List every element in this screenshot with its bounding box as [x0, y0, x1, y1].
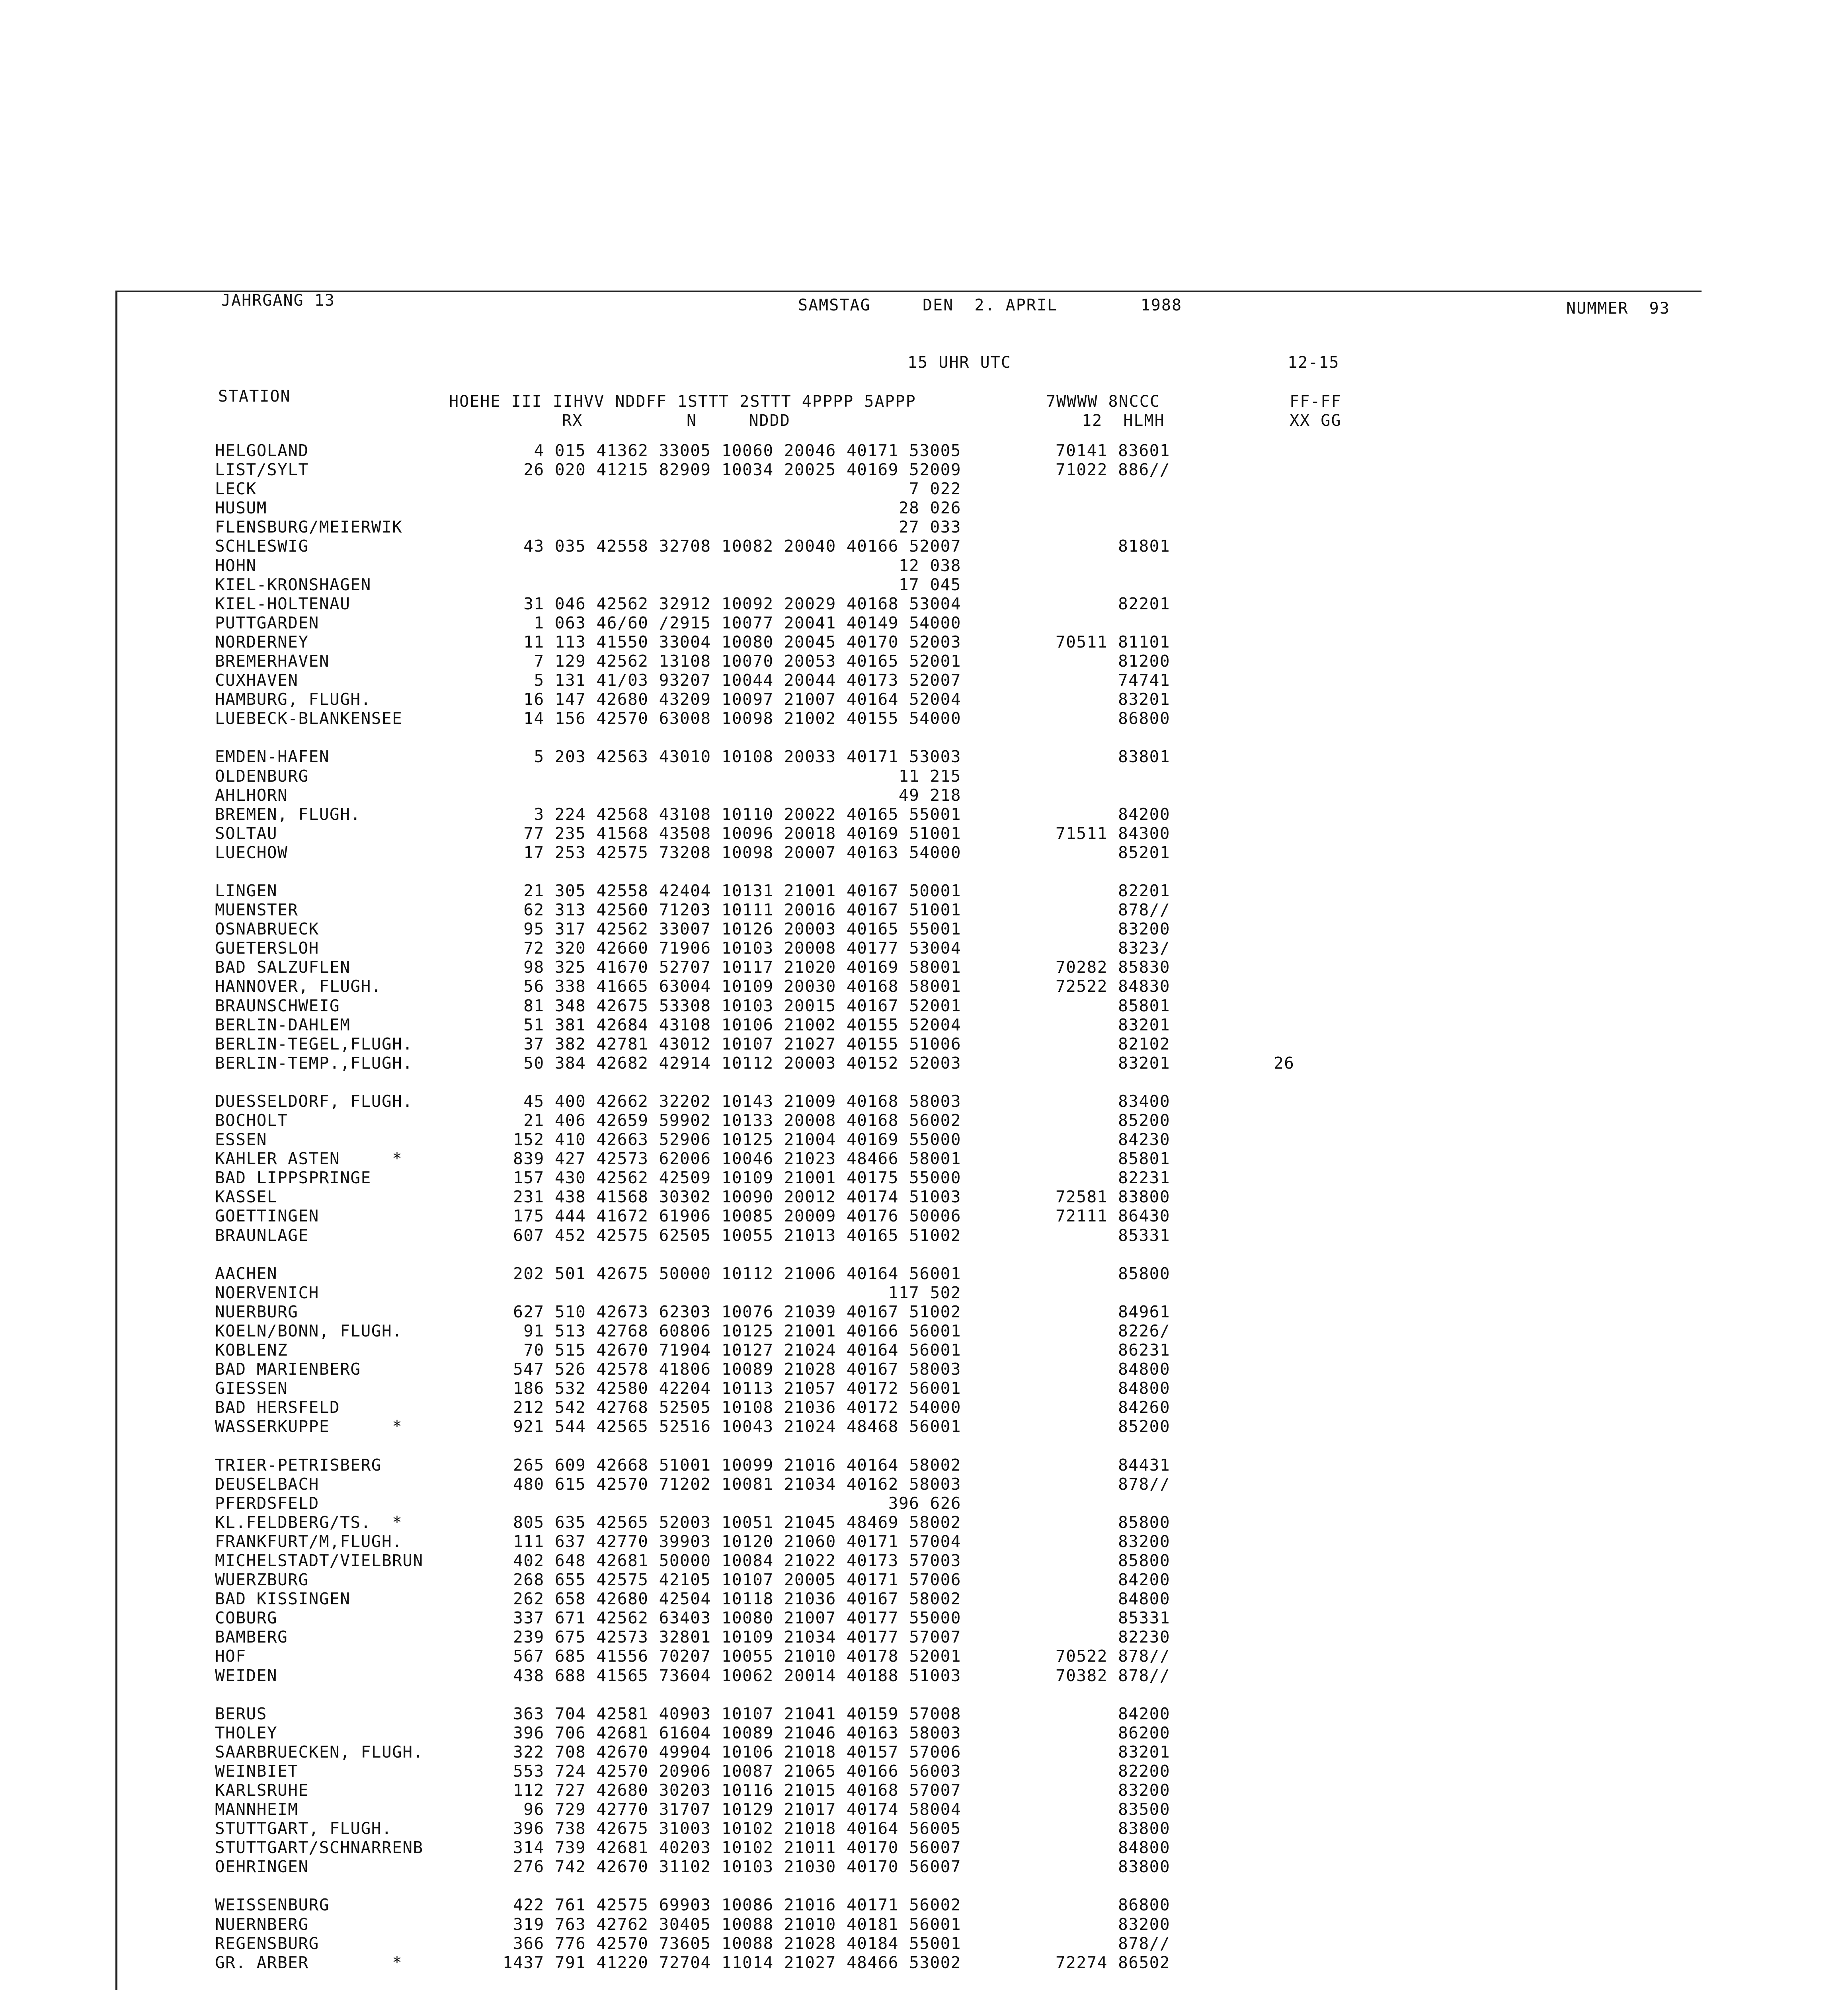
station-values: 396 706 42681 61604 10089 21046 40163 58003	[513, 1723, 961, 1742]
station-name: OSNABRUECK	[215, 919, 319, 939]
station-name: NUERNBERG	[215, 1914, 309, 1934]
station-values: 1437 791 41220 72704 11014 21027 48466 53002	[502, 1953, 961, 1972]
weather-code: 83800	[1118, 1819, 1170, 1838]
station-name: KIEL-HOLTENAU	[215, 594, 351, 613]
weather-code: 85800	[1118, 1551, 1170, 1570]
station-values: 422 761 42575 69903 10086 21016 40171 56002	[513, 1895, 961, 1915]
weather-code: 81801	[1118, 537, 1170, 556]
station-name: LUECHOW	[215, 843, 288, 862]
station-values: 363 704 42581 40903 10107 21041 40159 57008	[513, 1704, 961, 1723]
station-values: 45 400 42662 32202 10143 21009 40168 58003	[523, 1091, 961, 1111]
weather-code: 83801	[1118, 747, 1170, 767]
station-values: 553 724 42570 20906 10087 21065 40166 56003	[513, 1761, 961, 1781]
station-values: 1 063 46/60 /2915 10077 20041 40149 54000	[534, 613, 961, 632]
station-name: HAMBURG, FLUGH.	[215, 690, 371, 709]
station-name: DUESSELDORF, FLUGH.	[215, 1091, 413, 1111]
weather-code: 86200	[1118, 1723, 1170, 1742]
station-name: GOETTINGEN	[215, 1206, 319, 1226]
station-values: 157 430 42562 42509 10109 21001 40175 55000	[513, 1168, 961, 1188]
station-values: 276 742 42670 31102 10103 21030 40170 56007	[513, 1857, 961, 1877]
station-name: OLDENBURG	[215, 766, 309, 786]
station-name: NOERVENICH	[215, 1283, 319, 1302]
station-name: MICHELSTADT/VIELBRUN	[215, 1551, 423, 1570]
weather-code: 83800	[1118, 1857, 1170, 1877]
weather-code: 83200	[1118, 1532, 1170, 1551]
weather-code: 84800	[1118, 1360, 1170, 1379]
station-name: WASSERKUPPE *	[215, 1417, 403, 1436]
station-name: BAD HERSFELD	[215, 1398, 340, 1417]
station-values: 50 384 42682 42914 10112 20003 40152 52003	[523, 1053, 961, 1073]
station-name: LINGEN	[215, 881, 278, 900]
station-name: AACHEN	[215, 1264, 278, 1283]
station-name: PFERDSFELD	[215, 1493, 319, 1513]
station-values: 268 655 42575 42105 10107 20005 40171 57006	[513, 1570, 961, 1590]
wind-columns-subheader: XX GG	[1290, 412, 1342, 430]
station-name: BAD LIPPSPRINGE	[215, 1168, 371, 1188]
station-values: 7 129 42562 13108 10070 20053 40165 52001	[534, 652, 961, 671]
station-name: THOLEY	[215, 1723, 278, 1742]
station-name: SCHLESWIG	[215, 537, 309, 556]
station-values: 366 776 42570 73605 10088 21028 40184 55001	[513, 1933, 961, 1953]
wind-gust: 26	[1274, 1053, 1295, 1073]
station-values: 480 615 42570 71202 10081 21034 40162 58003	[513, 1474, 961, 1494]
weather-code: 84800	[1118, 1589, 1170, 1609]
weather-code: 878//	[1118, 1474, 1170, 1494]
jahrgang-label: JAHRGANG 13	[221, 291, 335, 310]
station-values: 17 253 42575 73208 10098 20007 40163 54000	[523, 843, 961, 862]
weather-code: 84200	[1118, 804, 1170, 824]
station-name: FRANKFURT/M,FLUGH.	[215, 1532, 403, 1551]
station-values: 186 532 42580 42204 10113 21057 40172 56001	[513, 1379, 961, 1398]
station-values: 5 131 41/03 93207 10044 20044 40173 52007	[534, 671, 961, 690]
station-name: LIST/SYLT	[215, 460, 309, 480]
station-name: MANNHEIM	[215, 1800, 299, 1819]
station-name: HOF	[215, 1647, 246, 1666]
station-values: 239 675 42573 32801 10109 21034 40177 57007	[513, 1627, 961, 1647]
weather-code: 83200	[1118, 919, 1170, 939]
station-values: 921 544 42565 52516 10043 21024 48468 56001	[513, 1417, 961, 1436]
station-values: 62 313 42560 71203 10111 20016 40167 51001	[523, 900, 961, 920]
weather-code: 83500	[1118, 1800, 1170, 1819]
station-values: 117 502	[888, 1283, 961, 1302]
station-name: STUTTGART, FLUGH.	[215, 1819, 392, 1838]
weather-code: 86800	[1118, 1895, 1170, 1915]
station-name: KOBLENZ	[215, 1340, 288, 1360]
weather-code: 82201	[1118, 594, 1170, 613]
weather-code: 84260	[1118, 1398, 1170, 1417]
station-name: BOCHOLT	[215, 1111, 288, 1130]
station-values: 28 026	[898, 498, 961, 518]
station-name: HELGOLAND	[215, 441, 309, 460]
station-name: PUTTGARDEN	[215, 613, 319, 632]
station-name: KASSEL	[215, 1187, 278, 1207]
weather-code: 86800	[1118, 709, 1170, 728]
weather-code: 83200	[1118, 1914, 1170, 1934]
weather-code: 83201	[1118, 1015, 1170, 1034]
station-values: 26 020 41215 82909 10034 20025 40169 52009	[523, 460, 961, 480]
station-values: 319 763 42762 30405 10088 21010 40181 56001	[513, 1914, 961, 1934]
station-values: 112 727 42680 30203 10116 21015 40168 57007	[513, 1781, 961, 1800]
station-name: COBURG	[215, 1608, 278, 1628]
station-name: BRAUNSCHWEIG	[215, 996, 340, 1015]
station-name: GUETERSLOH	[215, 938, 319, 958]
station-values: 14 156 42570 63008 10098 21002 40155 54000	[523, 709, 961, 728]
station-values: 77 235 41568 43508 10096 20018 40169 51001	[523, 823, 961, 843]
weather-code: 84800	[1118, 1838, 1170, 1857]
weather-code: 84200	[1118, 1570, 1170, 1590]
weather-code: 70282 85830	[1055, 958, 1170, 977]
weather-code: 85800	[1118, 1512, 1170, 1532]
station-values: 51 381 42684 43108 10106 21002 40155 52004	[523, 1015, 961, 1034]
weather-code: 85200	[1118, 1111, 1170, 1130]
station-values: 396 738 42675 31003 10102 21018 40164 56005	[513, 1819, 961, 1838]
station-name: KARLSRUHE	[215, 1781, 309, 1800]
station-values: 56 338 41665 63004 10109 20030 40168 58001	[523, 977, 961, 996]
station-values: 96 729 42770 31707 10129 21017 40174 58004	[523, 1800, 961, 1819]
station-name: DEUSELBACH	[215, 1474, 319, 1494]
station-name: NUERBURG	[215, 1302, 299, 1321]
station-name: CUXHAVEN	[215, 671, 299, 690]
station-name: LECK	[215, 479, 257, 499]
observation-time: 15 UHR UTC	[907, 353, 1011, 372]
station-values: 11 215	[898, 766, 961, 786]
station-values: 81 348 42675 53308 10103 20015 40167 52001	[523, 996, 961, 1015]
station-values: 175 444 41672 61906 10085 20009 40176 50006	[513, 1206, 961, 1226]
station-name: BAD MARIENBERG	[215, 1360, 361, 1379]
time-range: 12-15	[1288, 353, 1340, 372]
weather-code: 878//	[1118, 1933, 1170, 1953]
station-values: 91 513 42768 60806 10125 21001 40166 56001	[523, 1321, 961, 1340]
station-values: 98 325 41670 52707 10117 21020 40169 58001	[523, 958, 961, 977]
station-name: REGENSBURG	[215, 1933, 319, 1953]
weather-code: 8226/	[1118, 1321, 1170, 1340]
weather-code: 82201	[1118, 881, 1170, 900]
station-column-header: STATION	[218, 387, 291, 406]
station-name: KIEL-KRONSHAGEN	[215, 575, 371, 594]
station-name: OEHRINGEN	[215, 1857, 309, 1877]
station-values: 396 626	[888, 1493, 961, 1513]
weather-code: 70382 878//	[1055, 1666, 1170, 1685]
station-values: 337 671 42562 63403 10080 21007 40177 55000	[513, 1608, 961, 1628]
date-line: SAMSTAG DEN 2. APRIL 1988	[798, 296, 1183, 314]
station-values: 31 046 42562 32912 10092 20029 40168 53004	[523, 594, 961, 613]
station-values: 152 410 42663 52906 10125 21004 40169 55000	[513, 1130, 961, 1149]
station-name: NORDERNEY	[215, 632, 309, 652]
station-values: 212 542 42768 52505 10108 21036 40172 54000	[513, 1398, 961, 1417]
station-values: 17 045	[898, 575, 961, 594]
station-name: HOHN	[215, 556, 257, 575]
weather-code: 82200	[1118, 1761, 1170, 1781]
weather-code: 72111 86430	[1055, 1206, 1170, 1226]
weather-code: 84961	[1118, 1302, 1170, 1321]
weather-code: 83201	[1118, 1053, 1170, 1073]
station-values: 322 708 42670 49904 10106 21018 40157 57006	[513, 1742, 961, 1762]
station-name: SOLTAU	[215, 823, 278, 843]
station-values: 4 015 41362 33005 10060 20046 40171 53005	[534, 441, 961, 460]
station-values: 3 224 42568 43108 10110 20022 40165 55001	[534, 804, 961, 824]
station-values: 547 526 42578 41806 10089 21028 40167 58003	[513, 1360, 961, 1379]
station-name: KL.FELDBERG/TS. *	[215, 1512, 403, 1532]
weather-code: 85200	[1118, 1417, 1170, 1436]
weather-code: 86231	[1118, 1340, 1170, 1360]
station-values: 11 113 41550 33004 10080 20045 40170 52003	[523, 632, 961, 652]
station-name: HUSUM	[215, 498, 267, 518]
weather-columns-subheader: 12 HLMH	[1082, 412, 1165, 430]
weather-code: 82231	[1118, 1168, 1170, 1188]
station-name: WEINBIET	[215, 1761, 299, 1781]
station-values: 402 648 42681 50000 10084 21022 40173 57003	[513, 1551, 961, 1570]
station-name: WEISSENBURG	[215, 1895, 330, 1915]
weather-code: 71022 886//	[1055, 460, 1170, 480]
station-values: 49 218	[898, 785, 961, 805]
weather-code: 72522 84830	[1055, 977, 1170, 996]
station-name: BRAUNLAGE	[215, 1225, 309, 1245]
station-values: 607 452 42575 62505 10055 21013 40165 51002	[513, 1225, 961, 1245]
weather-code: 70522 878//	[1055, 1647, 1170, 1666]
station-name: BERLIN-TEMP.,FLUGH.	[215, 1053, 413, 1073]
weather-code: 878//	[1118, 900, 1170, 920]
station-name: KAHLER ASTEN *	[215, 1149, 403, 1169]
station-name: GR. ARBER *	[215, 1953, 403, 1972]
station-values: 265 609 42668 51001 10099 21016 40164 58002	[513, 1455, 961, 1475]
weather-code: 84431	[1118, 1455, 1170, 1475]
station-name: ESSEN	[215, 1130, 267, 1149]
station-values: 627 510 42673 62303 10076 21039 40167 51002	[513, 1302, 961, 1321]
weather-columns-header: 7WWWW 8NCCC	[1046, 392, 1160, 411]
station-values: 16 147 42680 43209 10097 21007 40164 52004	[523, 690, 961, 709]
weather-code: 85800	[1118, 1264, 1170, 1283]
station-name: TRIER-PETRISBERG	[215, 1455, 382, 1475]
station-name: STUTTGART/SCHNARRENB	[215, 1838, 423, 1857]
station-name: LUEBECK-BLANKENSEE	[215, 709, 403, 728]
station-values: 314 739 42681 40203 10102 21011 40170 56007	[513, 1838, 961, 1857]
station-values: 231 438 41568 30302 10090 20012 40174 51003	[513, 1187, 961, 1207]
weather-code: 81200	[1118, 652, 1170, 671]
data-columns-subheader: RX N NDDD	[562, 412, 790, 430]
station-name: BERLIN-TEGEL,FLUGH.	[215, 1034, 413, 1054]
weather-code: 84200	[1118, 1704, 1170, 1723]
station-name: GIESSEN	[215, 1379, 288, 1398]
station-name: EMDEN-HAFEN	[215, 747, 330, 767]
weather-code: 82230	[1118, 1627, 1170, 1647]
station-values: 70 515 42670 71904 10127 21024 40164 56001	[523, 1340, 961, 1360]
data-columns-header: HOEHE III IIHVV NDDFF 1STTT 2STTT 4PPPP 5APPP	[449, 392, 916, 411]
station-values: 5 203 42563 43010 10108 20033 40171 53003	[534, 747, 961, 767]
weather-code: 72274 86502	[1055, 1953, 1170, 1972]
station-values: 805 635 42565 52003 10051 21045 48469 58002	[513, 1512, 961, 1532]
weather-code: 85801	[1118, 1149, 1170, 1169]
station-name: AHLHORN	[215, 785, 288, 805]
weather-code: 83201	[1118, 690, 1170, 709]
station-values: 12 038	[898, 556, 961, 575]
weather-code: 83400	[1118, 1091, 1170, 1111]
weather-code: 85801	[1118, 996, 1170, 1015]
station-values: 438 688 41565 73604 10062 20014 40188 51003	[513, 1666, 961, 1685]
station-values: 21 406 42659 59902 10133 20008 40168 56002	[523, 1111, 961, 1130]
station-values: 27 033	[898, 517, 961, 537]
station-name: WUERZBURG	[215, 1570, 309, 1590]
issue-number: NUMMER 93	[1566, 299, 1670, 318]
station-values: 95 317 42562 33007 10126 20003 40165 55001	[523, 919, 961, 939]
station-values: 262 658 42680 42504 10118 21036 40167 58002	[513, 1589, 961, 1609]
weather-code: 72581 83800	[1055, 1187, 1170, 1207]
station-name: BAMBERG	[215, 1627, 288, 1647]
station-name: SAARBRUECKEN, FLUGH.	[215, 1742, 423, 1762]
station-values: 839 427 42573 62006 10046 21023 48466 58001	[513, 1149, 961, 1169]
station-name: KOELN/BONN, FLUGH.	[215, 1321, 403, 1340]
station-values: 43 035 42558 32708 10082 20040 40166 52007	[523, 537, 961, 556]
station-name: BERUS	[215, 1704, 267, 1723]
weather-code: 8323/	[1118, 938, 1170, 958]
weather-code: 83201	[1118, 1742, 1170, 1762]
station-values: 567 685 41556 70207 10055 21010 40178 52001	[513, 1647, 961, 1666]
station-values: 37 382 42781 43012 10107 21027 40155 51006	[523, 1034, 961, 1054]
station-values: 21 305 42558 42404 10131 21001 40167 50001	[523, 881, 961, 900]
station-values: 111 637 42770 39903 10120 21060 40171 57004	[513, 1532, 961, 1551]
station-name: BAD SALZUFLEN	[215, 958, 351, 977]
station-values: 7 022	[909, 479, 961, 499]
weather-code: 85331	[1118, 1225, 1170, 1245]
station-name: HANNOVER, FLUGH.	[215, 977, 382, 996]
weather-code: 84230	[1118, 1130, 1170, 1149]
weather-code: 85201	[1118, 843, 1170, 862]
weather-code: 84800	[1118, 1379, 1170, 1398]
wind-columns-header: FF-FF	[1290, 392, 1342, 411]
weather-code: 82102	[1118, 1034, 1170, 1054]
station-name: MUENSTER	[215, 900, 299, 920]
station-name: BAD KISSINGEN	[215, 1589, 351, 1609]
station-name: FLENSBURG/MEIERWIK	[215, 517, 403, 537]
weather-code: 83200	[1118, 1781, 1170, 1800]
weather-code: 70511 81101	[1055, 632, 1170, 652]
station-name: WEIDEN	[215, 1666, 278, 1685]
weather-code: 74741	[1118, 671, 1170, 690]
weather-code: 71511 84300	[1055, 823, 1170, 843]
station-values: 72 320 42660 71906 10103 20008 40177 53004	[523, 938, 961, 958]
station-name: BREMERHAVEN	[215, 652, 330, 671]
station-values: 202 501 42675 50000 10112 21006 40164 56001	[513, 1264, 961, 1283]
station-name: BERLIN-DAHLEM	[215, 1015, 351, 1034]
weather-code: 85331	[1118, 1608, 1170, 1628]
weather-code: 70141 83601	[1055, 441, 1170, 460]
station-name: BREMEN, FLUGH.	[215, 804, 361, 824]
